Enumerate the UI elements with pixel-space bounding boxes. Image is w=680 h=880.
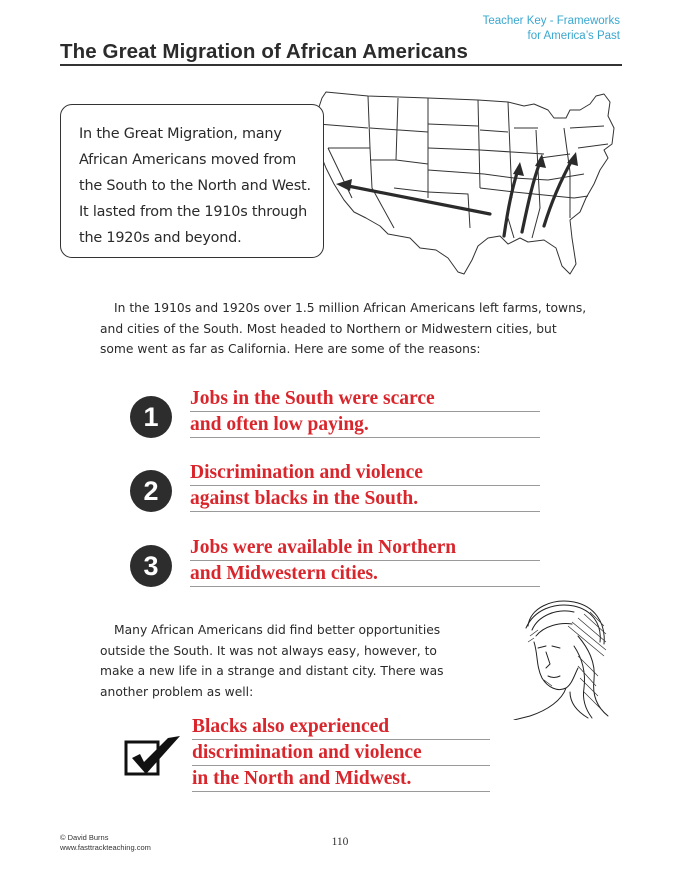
second-line: make a new life in a strange and distant city. There was <box>100 664 444 678</box>
callout-line: African Americans moved from <box>79 152 297 168</box>
page-number: 110 <box>331 836 349 848</box>
reason-number-badge: 2 <box>130 470 172 512</box>
answer-line <box>192 714 490 740</box>
copyright-text: © David Burns <box>60 833 109 842</box>
answer-text: discrimination and violence <box>192 742 422 763</box>
intro-line: and cities of the South. Most headed to Northern or Midwestern cities, but <box>100 321 557 336</box>
answer-text: Blacks also experienced <box>192 716 390 737</box>
second-paragraph <box>100 620 444 702</box>
intro-line: In the 1910s and 1920s over 1.5 million African Americans left farms, towns, <box>114 301 587 315</box>
answer-text: and Midwestern cities. <box>190 563 378 584</box>
answer-line <box>190 535 540 561</box>
reason-number-badge: 1 <box>130 396 172 438</box>
summary-callout <box>60 104 324 258</box>
answer-text: Jobs were available in Northern <box>190 537 457 558</box>
teacher-key-line1: Teacher Key - Frameworks <box>482 15 620 27</box>
answer-line <box>192 766 490 792</box>
reason-answer <box>190 386 540 438</box>
reason-number-badge: 3 <box>130 545 172 587</box>
answer-text: Discrimination and violence <box>190 462 423 483</box>
answer-text: in the North and Midwest. <box>192 768 412 789</box>
title-divider <box>60 64 622 66</box>
teacher-key-line2: for America’s Past <box>527 30 620 42</box>
second-line: outside the South. It was not always easy, however, to <box>100 643 437 658</box>
portrait-sketch-image <box>508 596 612 720</box>
answer-line <box>190 486 540 512</box>
callout-line: the South to the North and West. <box>79 178 311 194</box>
answer-text: and often low paying. <box>190 414 369 435</box>
reason-answer <box>190 535 540 587</box>
reason-answer <box>190 460 540 512</box>
answer-line <box>190 412 540 438</box>
checkbox-check-icon <box>124 732 184 778</box>
intro-line: some went as far as California. Here are some of the reasons: <box>100 342 481 356</box>
second-line: another problem as well: <box>100 684 254 699</box>
callout-line: It lasted from the 1910s through <box>79 204 308 220</box>
intro-paragraph <box>100 298 586 360</box>
answer-line <box>190 386 540 412</box>
problem-answer <box>192 714 490 792</box>
us-map-image <box>308 88 624 280</box>
second-line: Many African Americans did find better opportunities <box>114 623 441 637</box>
answer-text: against blacks in the South. <box>190 488 419 509</box>
website-text: www.fasttrackteaching.com <box>60 842 151 852</box>
callout-line: In the Great Migration, many <box>79 126 282 142</box>
page-title: The Great Migration of African Americans <box>60 40 469 63</box>
answer-line <box>190 460 540 486</box>
teacher-key-label <box>483 14 620 44</box>
answer-line <box>190 561 540 587</box>
answer-line <box>192 740 490 766</box>
answer-text: Jobs in the South were scarce <box>190 388 435 409</box>
callout-line: the 1920s and beyond. <box>79 230 242 246</box>
